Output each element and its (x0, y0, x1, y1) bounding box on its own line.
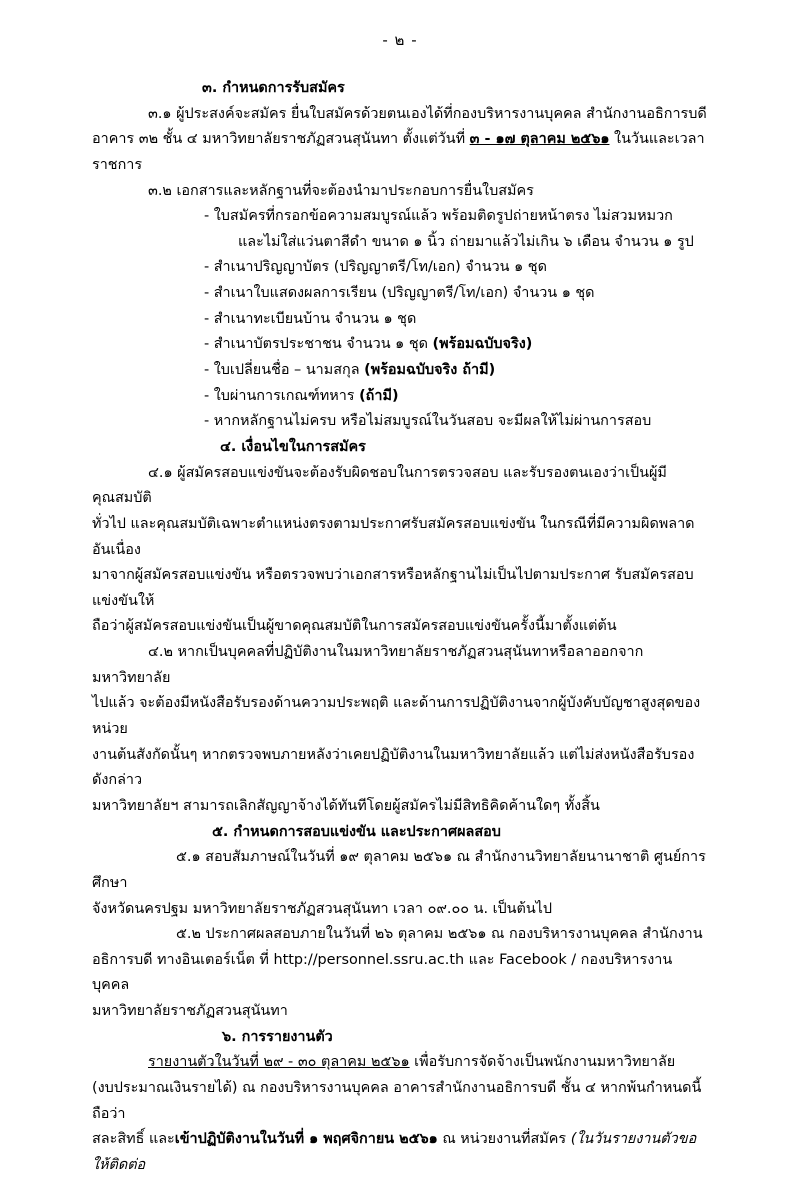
paragraph (92, 563, 708, 614)
paragraph (204, 358, 708, 384)
text-run: รายงานตัวในวันที่ ๒๙ - ๓๐ ตุลาคม ๒๕๖๑ (148, 1054, 410, 1071)
external-link[interactable]: http://personnel.ssru.ac.th (273, 951, 465, 968)
paragraph (92, 691, 708, 742)
text-run: ๕.๑ สอบสัมภาษณ์ในวันที่ ๑๙ ตุลาคม ๒๕๖๑ ณ สำนักงานวิทยาลัยนานาชาติ ศูนย์การศึกษา (92, 849, 706, 891)
paragraph (92, 1050, 708, 1076)
text-run: - หากหลักฐานไม่ครบ หรือไม่สมบูรณ์ในวันสอบ จะมีผลให้ไม่ผ่านการสอบ (204, 413, 652, 430)
paragraph (92, 614, 708, 640)
paragraph (92, 640, 708, 691)
paragraph (204, 307, 708, 333)
paragraph (92, 845, 708, 896)
paragraph (92, 179, 708, 205)
text-run: เพื่อรับการจัดจ้างเป็นพนักงานมหาวิทยาลัย (409, 1054, 676, 1071)
text-run: อธิการบดี ทางอินเตอร์เน็ต ที่ (92, 951, 274, 968)
text-run: - สำเนาทะเบียนบ้าน จำนวน ๑ ชุด (204, 310, 417, 327)
paragraph (92, 1127, 708, 1178)
paragraph (204, 281, 708, 307)
text-run: และไม่ใส่แว่นตาสีดำ ขนาด ๑ นิ้ว ถ่ายมาแล้วไม่เกิน ๖ เดือน จำนวน ๑ รูป (238, 233, 694, 250)
text-run: ทั่วไป และคุณสมบัติเฉพาะตำแหน่งตรงตามประกาศรับสมัครสอบแข่งขัน ในกรณีที่มีความผิดพลาด อันเนื่อง (92, 515, 695, 558)
paragraph (92, 461, 708, 512)
section-heading-4: ๖. การรายงานตัว (222, 1028, 333, 1045)
text-run: ๔.๑ ผู้สมัครสอบแข่งขันจะต้องรับผิดชอบในการตรวจสอบ และรับรองตนเองว่าเป็นผู้มีคุณสมบัติ (92, 464, 667, 507)
text-run: ๓.๑ ผู้ประสงค์จะสมัคร ยื่นใบสมัครด้วยตนเองได้ที่กองบริหารงานบุคคล สำนักงานอธิการบดี (148, 105, 707, 122)
section-heading-1: ๓. กำหนดการรับสมัคร (202, 80, 345, 96)
text-run: จังหวัดนครปฐม มหาวิทยาลัยราชภัฏสวนสุนันทา เวลา ๐๙.๐๐ น. เป็นต้นไป (92, 900, 553, 917)
paragraph (92, 794, 708, 820)
paragraph (204, 332, 708, 358)
paragraph (92, 512, 708, 563)
text-run: ๕.๒ ประกาศผลสอบภายในวันที่ ๒๖ ตุลาคม ๒๕๖๑ ณ กองบริหารงานบุคคล สำนักงาน (176, 926, 703, 943)
paragraph (92, 922, 708, 948)
text-run: (พร้อมฉบับจริง) (432, 336, 533, 353)
text-run: อาคาร ๓๒ ชั้น ๔ มหาวิทยาลัยราชภัฏสวนสุนันทา ตั้งแต่วันที่ (92, 131, 470, 148)
paragraph (204, 384, 708, 410)
text-run: - สำเนาบัตรประชาชน จำนวน ๑ ชุด (204, 336, 433, 353)
text-run: มหาวิทยาลัยฯ สามารถเลิกสัญญาจ้างได้ทันทีโดยผู้สมัครไม่มีสิทธิคิดค้านใดๆ ทั้งสิ้น (92, 797, 600, 814)
section-heading-2: ๔. เงื่อนไขในการสมัคร (220, 438, 366, 455)
text-run: - ใบสมัครที่กรอกข้อความสมบูรณ์แล้ว พร้อมติดรูปถ่ายหน้าตรง ไม่สวมหมวก (204, 208, 673, 225)
paragraph (92, 948, 708, 999)
text-run: งานต้นสังกัดนั้นๆ หากตรวจพบภายหลังว่าเคยปฏิบัติงานในมหาวิทยาลัยแล้ว แต่ไม่ส่งหนังสือรับรองดังกล่าว (92, 746, 695, 789)
text-run: ๓.๒ เอกสารและหลักฐานที่จะต้องนำมาประกอบการยื่นใบสมัคร (148, 182, 534, 199)
paragraph (204, 409, 708, 435)
text-run: - สำเนาใบแสดงผลการเรียน (ปริญญาตรี/โท/เอก) จำนวน ๑ ชุด (204, 285, 595, 302)
text-run: เข้าปฏิบัติงานในวันที่ ๑ พฤศจิกายน ๒๕๖๑ (174, 1131, 438, 1148)
paragraph (238, 230, 708, 256)
text-run: ๔.๒ หากเป็นบุคคลที่ปฏิบัติงานในมหาวิทยาลัยราชภัฏสวนสุนันทาหรือลาออกจากมหาวิทยาลัย (92, 644, 644, 686)
text-run: (งบประมาณเงินรายได้) ณ กองบริหารงานบุคคล อาคารสำนักงานอธิการบดี ชั้น ๔ หากพ้นกำหนดนี้ถือว่า (92, 1079, 702, 1122)
text-run: ๓ - ๑๗ ตุลาคม ๒๕๖๑ (469, 131, 610, 148)
text-run: มาจากผู้สมัครสอบแข่งขัน หรือตรวจพบว่าเอกสารหรือหลักฐานไม่เป็นไปตามประกาศ รับสมัครสอบแข่งขันให้ (92, 567, 694, 609)
text-run: มหาวิทยาลัยราชภัฏสวนสุนันทา (92, 1003, 288, 1020)
paragraph (92, 897, 708, 923)
text-run: ในวันและเวลาราชการ (92, 131, 705, 173)
paragraph (204, 255, 708, 281)
text-run: และ Facebook / กองบริหารงานบุคคล (92, 951, 673, 994)
paragraph (92, 102, 708, 128)
text-run: - สำเนาปริญญาบัตร (ปริญญาตรี/โท/เอก) จำนวน ๑ ชุด (204, 259, 547, 276)
paragraph (92, 1076, 708, 1127)
section-heading-3: ๕. กำหนดการสอบแข่งขัน และประกาศผลสอบ (212, 823, 501, 840)
text-run: สละสิทธิ์ และ (92, 1131, 175, 1148)
page-number: - ๒ - (382, 31, 418, 49)
paragraph (92, 127, 708, 178)
text-run: - ใบผ่านการเกณฑ์ทหาร (204, 387, 360, 404)
text-run: ถือว่าผู้สมัครสอบแข่งขันเป็นผู้ขาดคุณสมบัติในการสมัครสอบแข่งขันครั้งนี้มาตั้งแต่ต้น (92, 618, 617, 635)
text-run: ณ หน่วยงานที่สมัคร (437, 1131, 571, 1148)
paragraph (204, 204, 708, 230)
paragraph (92, 743, 708, 794)
document-body (92, 76, 708, 1179)
text-run: (พร้อมฉบับจริง ถ้ามี) (364, 362, 496, 379)
text-run: (ถ้ามี) (359, 387, 399, 404)
text-run: (ในวันรายงานตัวขอให้ติดต่อ (92, 1131, 697, 1173)
paragraph (92, 999, 708, 1025)
text-run: ไปแล้ว จะต้องมีหนังสือรับรองด้านความประพฤติ และด้านการปฏิบัติงานจากผู้บังคับบัญชาสูงสุดของหน่วย (92, 695, 701, 738)
text-run: - ใบเปลี่ยนชื่อ – นามสกุล (204, 362, 365, 379)
